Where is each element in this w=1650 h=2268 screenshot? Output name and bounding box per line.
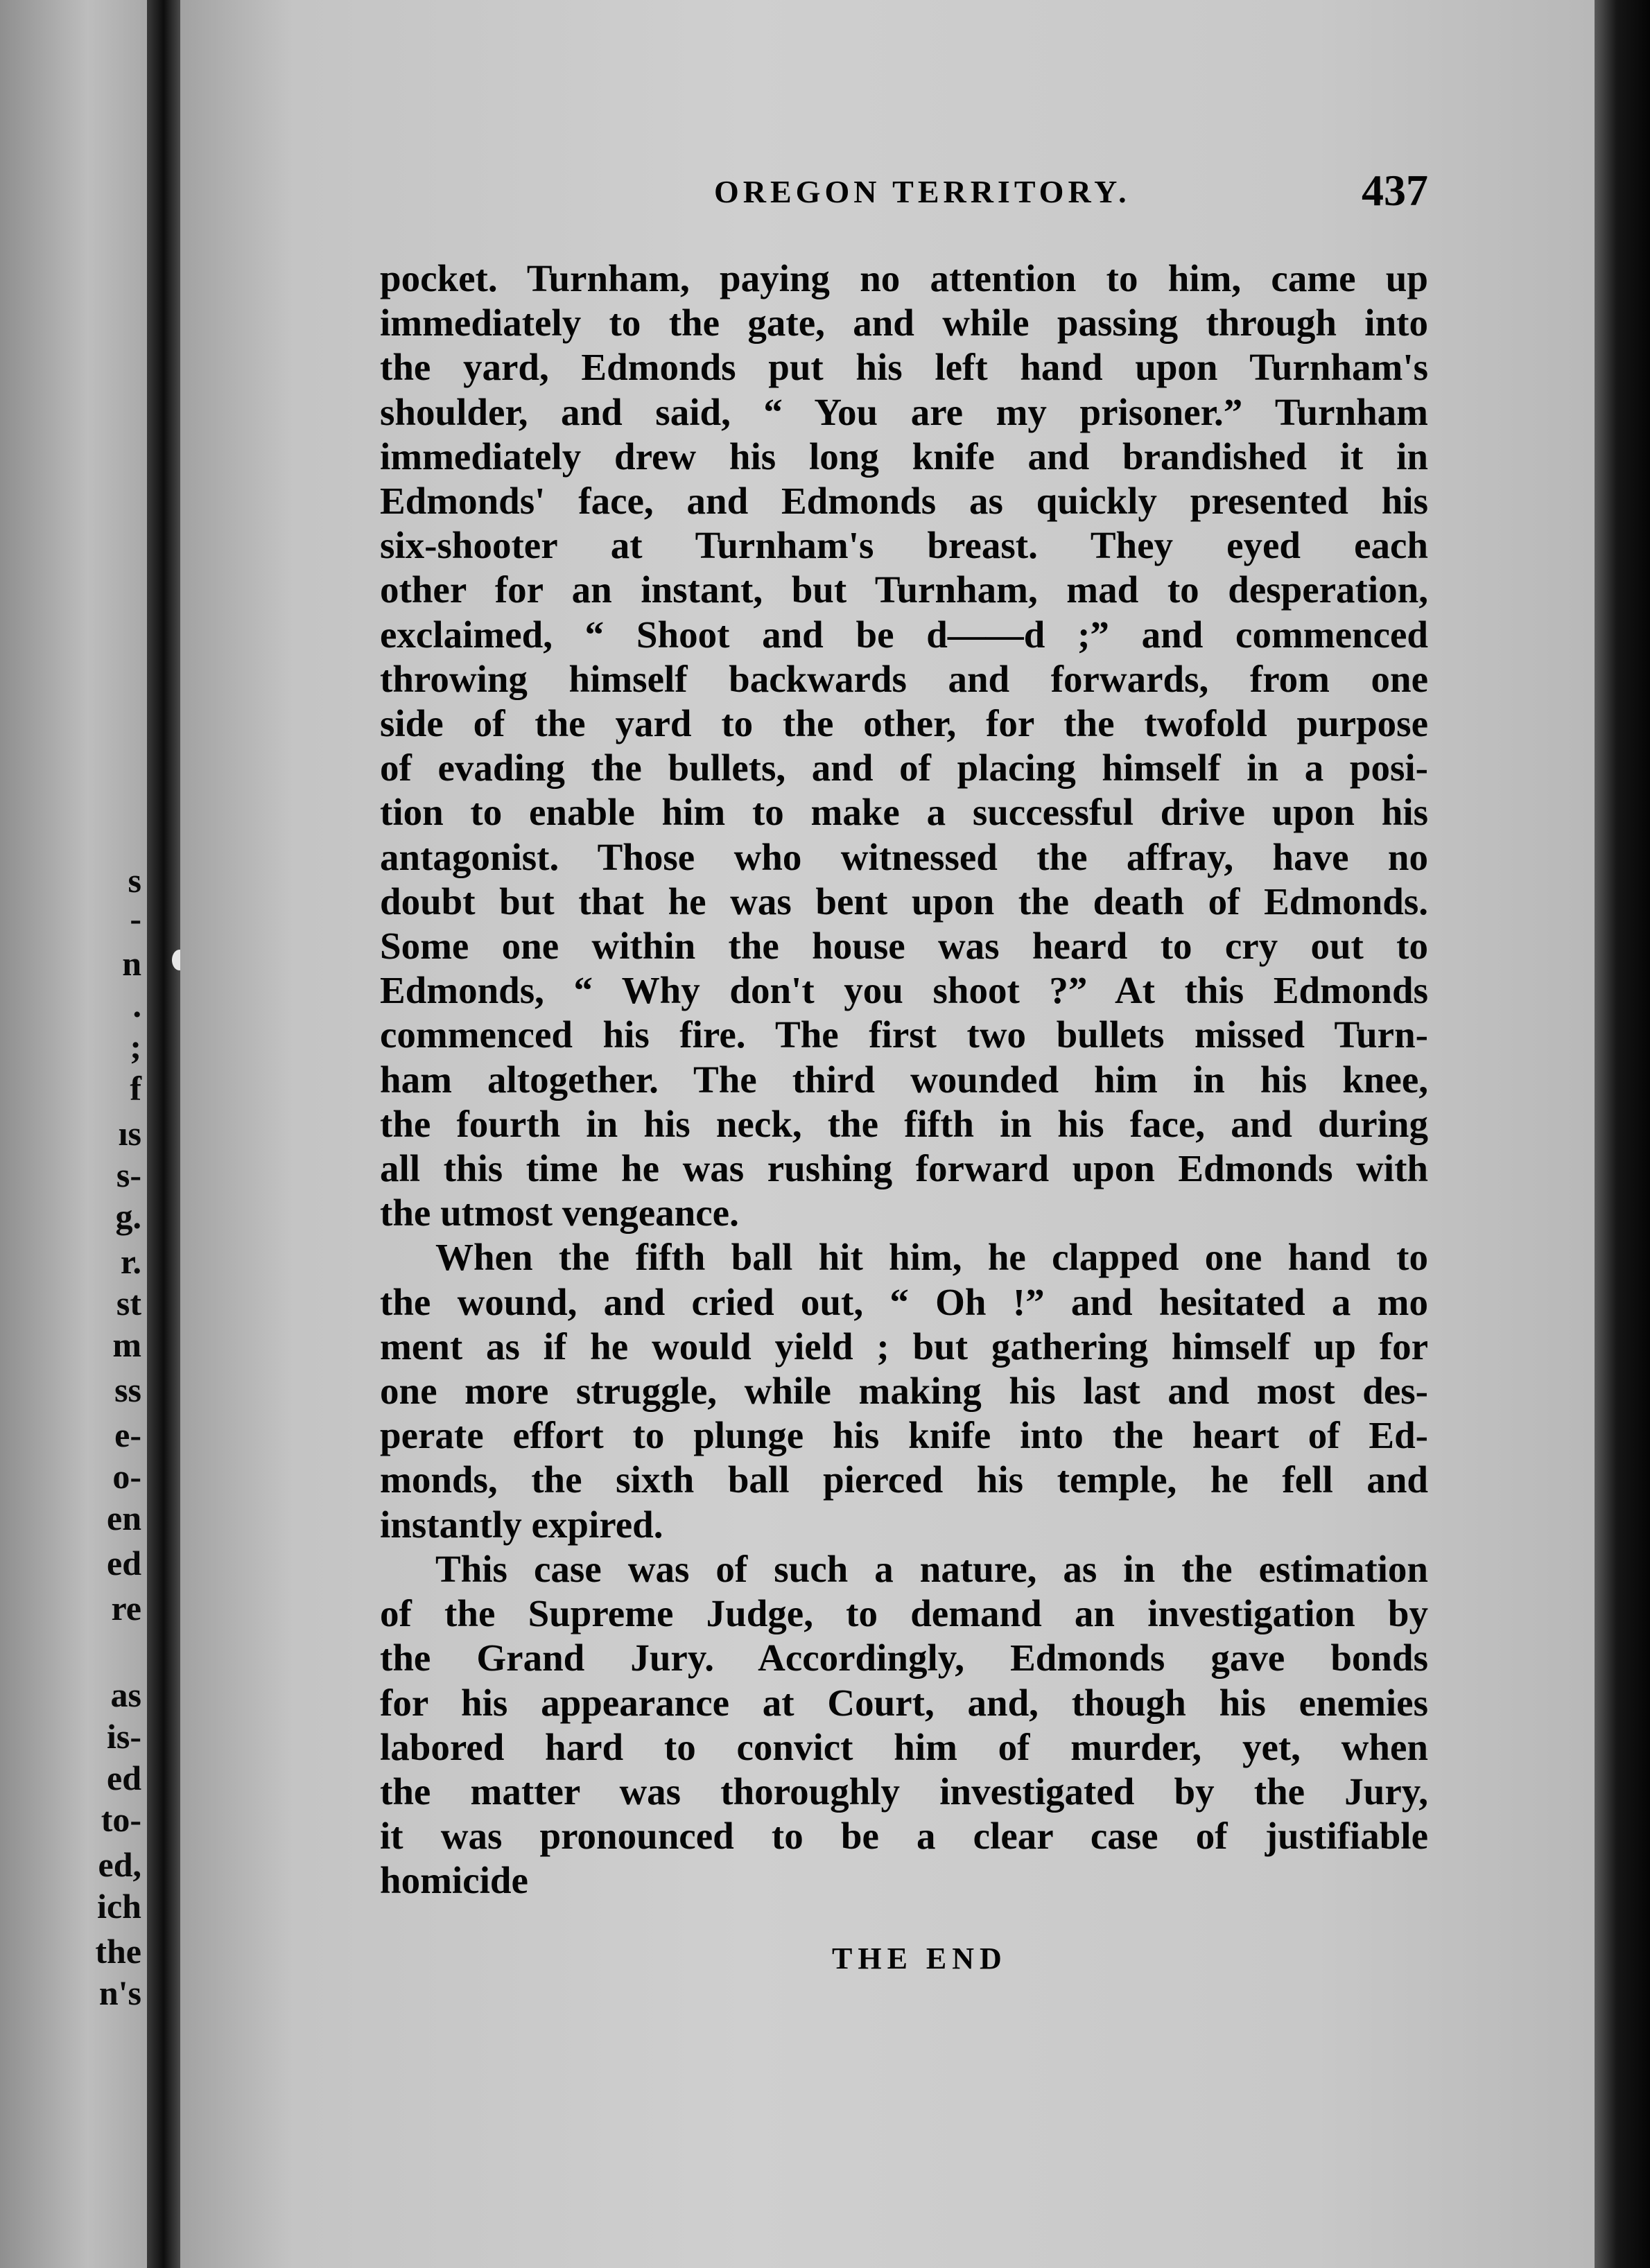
facing-fragment: re [111, 1589, 141, 1628]
paragraph [380, 1547, 1428, 1903]
facing-fragment: st [116, 1284, 141, 1323]
facing-fragment: r. [120, 1242, 141, 1281]
facing-fragment: ed [107, 1544, 141, 1582]
text-line: tion to enable him to make a successful drive upon his [380, 791, 1428, 834]
facing-fragment: en [107, 1499, 141, 1537]
text-line: homicide [380, 1859, 528, 1902]
text-line: Some one within the house was heard to cry out to [380, 925, 1428, 968]
text-line: side of the yard to the other, for the twofold purpose [380, 702, 1428, 745]
text-line: Edmonds, “ Why don't you shoot ?” At this Edmonds [380, 969, 1428, 1012]
facing-fragment: f [130, 1069, 141, 1108]
text-line: it was pronounced to be a clear case of justifiable [380, 1815, 1428, 1858]
text-line: This case was of such a nature, as in the estimation [435, 1547, 1428, 1590]
text-line: instantly expired. [380, 1503, 663, 1546]
page-header [527, 166, 1428, 229]
facing-fragment: . [132, 986, 141, 1024]
facing-page-text-fragments [0, 0, 147, 2268]
facing-fragment: ed, [98, 1845, 141, 1884]
facing-fragment: o- [112, 1457, 141, 1496]
text-line: all this time he was rushing forward upon Edmonds with [380, 1147, 1428, 1190]
text-line: immediately to the gate, and while passing through into [380, 302, 1428, 344]
facing-fragment: s [128, 861, 141, 900]
facing-fragment: to- [101, 1800, 141, 1839]
text-line: one more struggle, while making his last and most des- [380, 1370, 1428, 1413]
text-line: shoulder, and said, “ You are my prisoner.” Turnham [380, 390, 1428, 433]
book-gutter [147, 0, 180, 2268]
text-line: six-shooter at Turnham's breast. They eyed each [380, 524, 1428, 567]
page-right-shadow [1595, 0, 1650, 2268]
text-line: exclaimed, “ Shoot and be d——d ;” and commenced [380, 613, 1428, 656]
facing-fragment: as [110, 1675, 141, 1714]
facing-fragment: g. [115, 1197, 141, 1236]
facing-fragment: the [95, 1932, 141, 1971]
facing-fragment: ich [97, 1887, 141, 1926]
text-line: pocket. Turnham, paying no attention to him, came up [380, 257, 1428, 299]
end-mark: THE END [832, 1942, 1007, 1975]
text-line: commenced his fire. The first two bullets missed Turn- [380, 1013, 1428, 1056]
text-line: monds, the sixth ball pierced his temple, he fell and [380, 1458, 1428, 1501]
facing-fragment: s- [116, 1155, 141, 1194]
text-line: doubt but that he was bent upon the death of Edmonds. [380, 880, 1428, 923]
facing-fragment: - [130, 899, 141, 938]
facing-fragment: ıs [118, 1114, 141, 1153]
text-line: perate effort to plunge his knife into the heart of Ed- [380, 1414, 1428, 1457]
running-head: OREGON TERRITORY. [714, 174, 1131, 209]
text-line: of evading the bullets, and of placing himself in a posi- [380, 747, 1428, 790]
text-line: When the fifth ball hit him, he clapped one hand to [435, 1236, 1428, 1279]
facing-fragment: ss [114, 1370, 141, 1409]
text-line: ment as if he would yield ; but gathering himself up for [380, 1325, 1428, 1368]
text-line: immediately drew his long knife and brandished it in [380, 435, 1428, 478]
text-line: other for an instant, but Turnham, mad to desperation, [380, 568, 1428, 611]
facing-fragment: n [122, 944, 141, 983]
facing-fragment: m [112, 1325, 141, 1364]
facing-fragment: is- [107, 1717, 141, 1756]
body-text [380, 256, 1428, 1903]
paragraph [380, 256, 1428, 1235]
text-line: of the Supreme Judge, to demand an investigation by [380, 1592, 1428, 1635]
text-line: the wound, and cried out, “ Oh !” and hesitated a mo [380, 1280, 1428, 1323]
facing-fragment: ed [107, 1759, 141, 1797]
text-line: the fourth in his neck, the fifth in his face, and during [380, 1102, 1428, 1145]
text-line: the utmost vengeance. [380, 1192, 739, 1235]
facing-fragment: n's [98, 1973, 141, 2012]
paragraph [380, 1235, 1428, 1546]
text-line: for his appearance at Court, and, though his enemies [380, 1681, 1428, 1724]
facing-fragment: ; [130, 1027, 141, 1066]
text-line: the Grand Jury. Accordingly, Edmonds gave bonds [380, 1637, 1428, 1680]
page-number: 437 [1362, 166, 1428, 215]
text-line: the yard, Edmonds put his left hand upon Turnham's [380, 346, 1428, 389]
text-line: labored hard to convict him of murder, yet, when [380, 1725, 1428, 1768]
text-line: antagonist. Those who witnessed the affray, have no [380, 835, 1428, 878]
text-line: ham altogether. The third wounded him in his knee, [380, 1058, 1428, 1101]
text-line: throwing himself backwards and forwards, from one [380, 657, 1428, 700]
text-line: the matter was thoroughly investigated by the Jury, [380, 1770, 1428, 1813]
text-line: Edmonds' face, and Edmonds as quickly presented his [380, 480, 1428, 523]
facing-fragment: e- [114, 1415, 141, 1454]
